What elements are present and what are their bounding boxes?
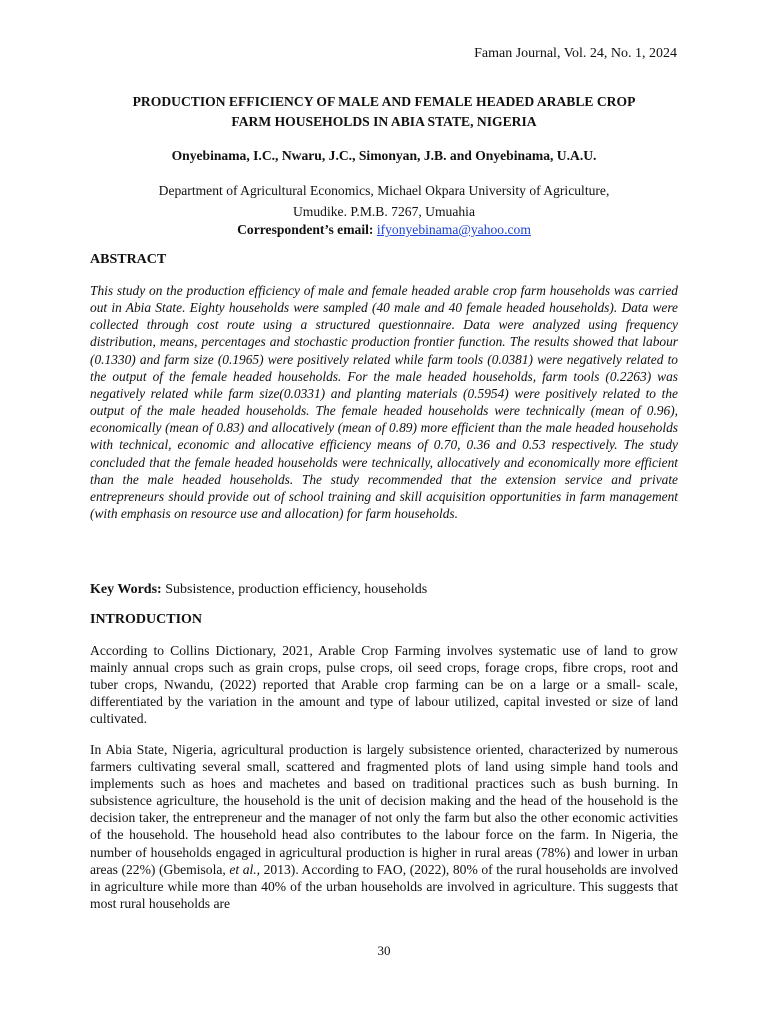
intro-paragraph-2-part-2: 2013). According to FAO, (2022), 80% of the rural households are involved in agriculture while more than 40% of the urban households are involved in agriculture. This suggests that most rural households are — [90, 861, 678, 911]
intro-paragraph-2-part-1: In Abia State, Nigeria, agricultural production is largely subsistence oriented, characterized by numerous farmers cultivating several small, scattered and fragmented plots of land using simple hand tools and implements such as hoes and machetes and based on traditional practices such as bush burning. In subsistence agriculture, the household is the unit of decision making and the head of the household is the decision taker, the entrepreneur and the manager of not only the farm but also the other economic activities of the household. The household head also contributes to the labour force on the farm. In Nigeria, the number of households engaged in agricultural production is higher in rural areas (78%) and lower in urban areas (22%) (Gbemisola, — [90, 742, 678, 877]
intro-paragraph-2 — [90, 741, 678, 912]
article-title — [90, 92, 678, 132]
intro-paragraph-1: According to Collins Dictionary, 2021, Arable Crop Farming involves systematic use of land to grow mainly annual crops such as grain crops, pulse crops, oil seed crops, forage crops, fibre crops, root and tuber crops, Nwandu, (2022) reported that Arable crop farming can be on a large or a small- scale, differentiated by the variation in the amount and type of labour utilized, capital invested or size of land cultivated. — [90, 643, 678, 727]
keywords-text: Subsistence, production efficiency, households — [165, 582, 428, 597]
abstract-heading: ABSTRACT — [90, 252, 167, 267]
correspondent-email-link[interactable]: ifyonyebinama@yahoo.com — [376, 222, 531, 237]
title-line-2: FARM HOUSEHOLDS IN ABIA STATE, NIGERIA — [231, 114, 537, 129]
journal-header: Faman Journal, Vol. 24, No. 1, 2024 — [474, 46, 677, 61]
author-list: Onyebinama, I.C., Nwaru, J.C., Simonyan, J.B. and Onyebinama, U.A.U. — [171, 148, 597, 163]
abstract-text: This study on the production efficiency of male and female headed arable crop farm households was carried out in Abia State. Eighty households were sampled (40 male and 40 female headed households). Data were collected through cost route using a structured questionnaire. Data were analyzed using frequency distribution, means, percentages and stochastic production frontier function. The results showed that labour (0.1330) and farm size (0.1965) were positively related while farm tools (0.0381) were negatively related to the output of the female headed households. For the male headed households, farm tools (0.2263) was negatively related while farm size(0.0331) and planting materials (0.5954) were positively related to the output of the male headed households. The female headed households were technically (mean of 0.96), economically (mean of 0.83) and allocatively (mean of 0.89) more efficient than the male headed households with technical, economic and allocative efficiency means of 0.70, 0.36 and 0.53 respectively. The study concluded that the female headed households were technically, allocatively and economically more efficient than the male headed households. The study recommended that the extension service and private entrepreneurs should provide out of school training and skill acquisition opportunities in farm management (with emphasis on resource use and allocation) for farm households. — [90, 283, 678, 522]
affiliation-line-2: Umudike. P.M.B. 7267, Umuahia — [292, 204, 475, 219]
keywords-label: Key Words: — [90, 582, 162, 597]
intro-paragraph-2-italic: et al., — [229, 861, 261, 877]
page-number: 30 — [377, 943, 391, 958]
title-line-1: PRODUCTION EFFICIENCY OF MALE AND FEMALE HEADED ARABLE CROP — [132, 94, 636, 109]
affiliation-line-1: Department of Agricultural Economics, Michael Okpara University of Agriculture, — [158, 183, 610, 198]
correspondent — [90, 222, 678, 238]
affiliation — [90, 180, 678, 222]
introduction-heading: INTRODUCTION — [90, 612, 203, 627]
correspondent-label: Correspondent’s email: — [237, 222, 374, 237]
keywords — [90, 582, 678, 598]
